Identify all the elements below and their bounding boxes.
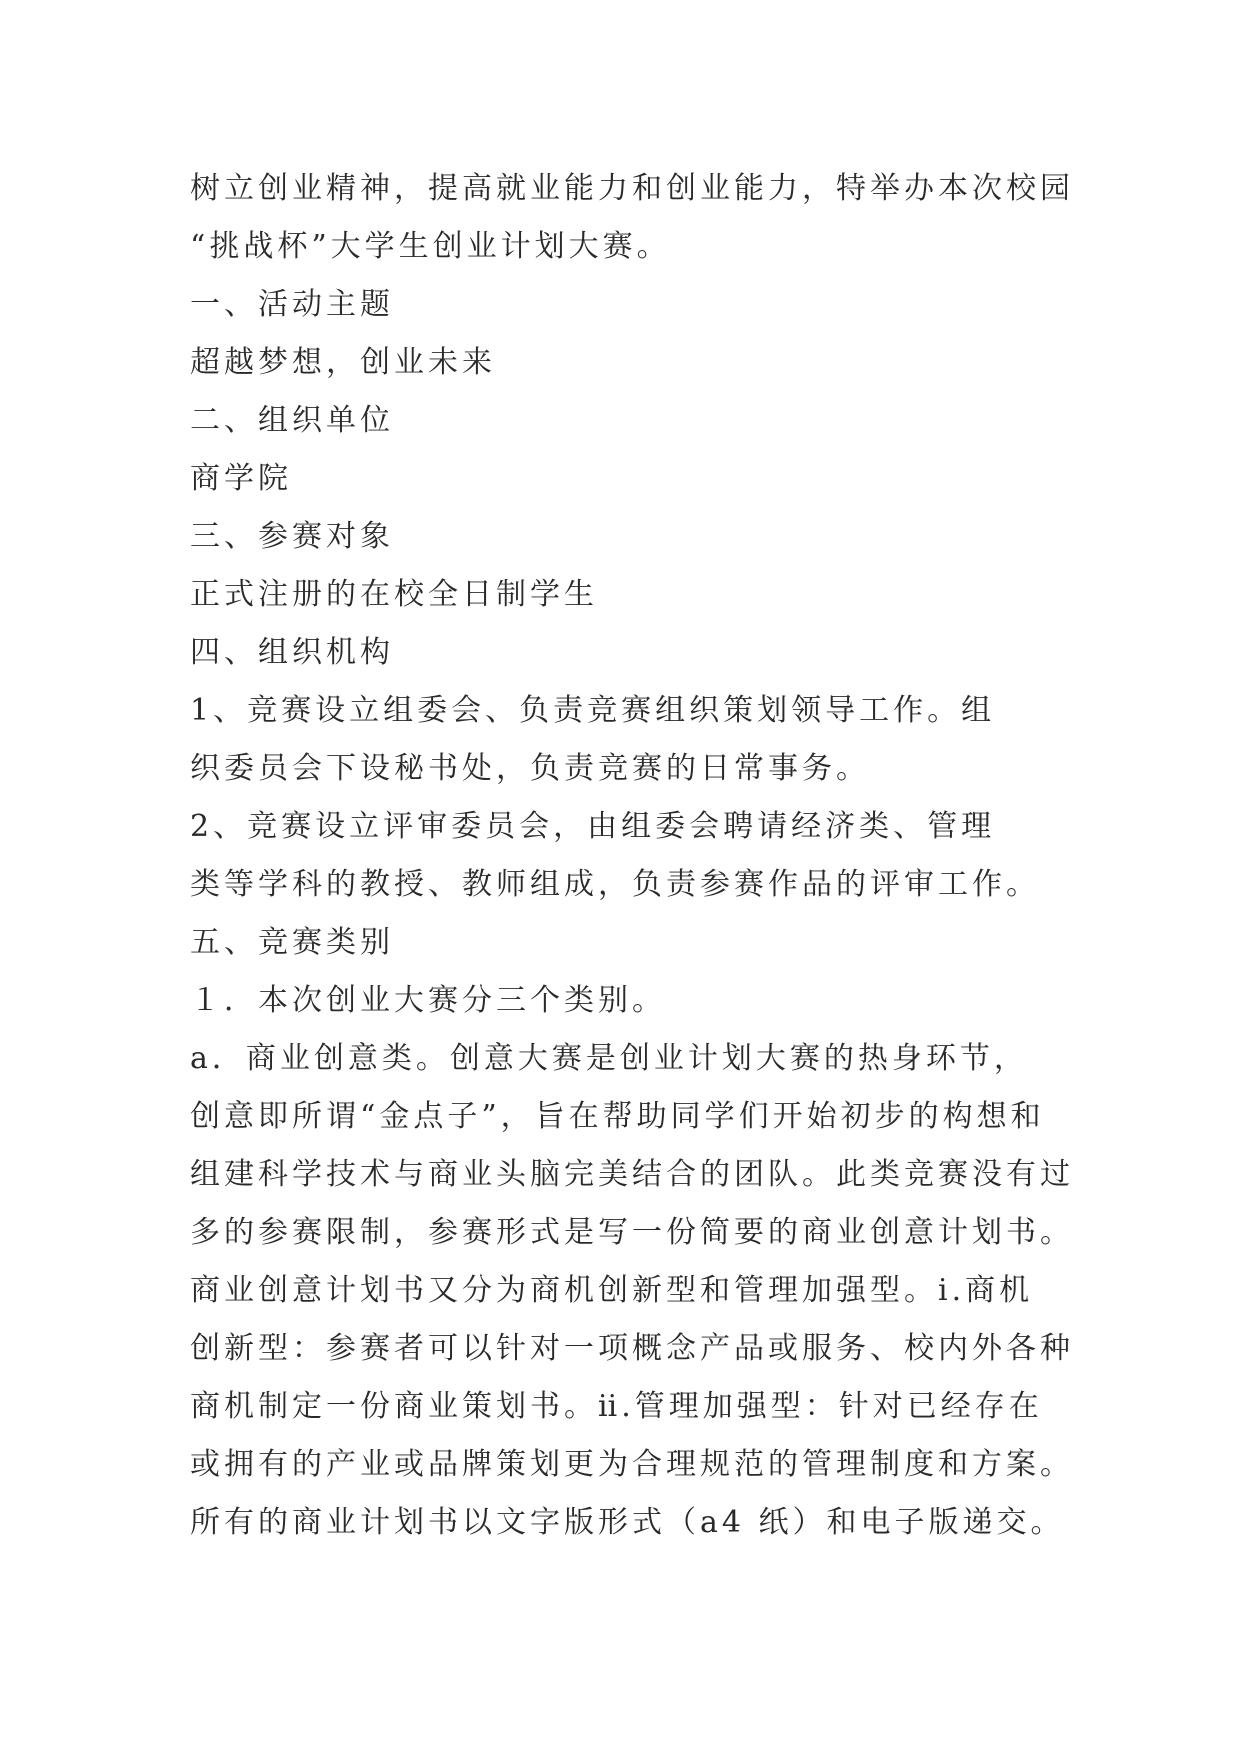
section-heading-theme: 一、活动主题 xyxy=(190,287,394,322)
paragraph-line: 组建科学技术与商业头脑完美结合的团队。此类竞赛没有过 xyxy=(190,1157,1074,1192)
paragraph-line: a．商业创意类。创意大赛是创业计划大赛的热身环节， xyxy=(190,1041,1028,1076)
paragraph-line: 类等学科的教授、教师组成，负责参赛作品的评审工作。 xyxy=(190,867,1040,902)
paragraph-line: 1、竞赛设立组委会、负责竞赛组织策划领导工作。组 xyxy=(190,693,996,728)
paragraph-line: 所有的商业计划书以文字版形式（a4 纸）和电子版递交。 xyxy=(190,1505,1065,1540)
section-heading-categories: 五、竞赛类别 xyxy=(190,925,394,960)
paragraph-line: 商业创意计划书又分为商机创新型和管理加强型。ⅰ.商机 xyxy=(190,1273,1034,1308)
paragraph-line: 创新型：参赛者可以针对一项概念产品或服务、校内外各种 xyxy=(190,1331,1074,1366)
paragraph-line: 2、竞赛设立评审委员会，由组委会聘请经济类、管理 xyxy=(190,809,996,844)
theme-text: 超越梦想，创业未来 xyxy=(190,345,496,380)
participants-text: 正式注册的在校全日制学生 xyxy=(190,577,598,612)
paragraph-line: 多的参赛限制，参赛形式是写一份简要的商业创意计划书。 xyxy=(190,1215,1074,1250)
section-heading-organizer: 二、组织单位 xyxy=(190,403,394,438)
paragraph-line: １．本次创业大赛分三个类别。 xyxy=(190,983,666,1018)
paragraph-line: “挑战杯”大学生创业计划大赛。 xyxy=(190,229,671,264)
paragraph-line: 树立创业精神，提高就业能力和创业能力，特举办本次校园 xyxy=(190,171,1074,206)
paragraph-line: 或拥有的产业或品牌策划更为合理规范的管理制度和方案。 xyxy=(190,1447,1074,1482)
paragraph-line: 织委员会下设秘书处，负责竞赛的日常事务。 xyxy=(190,751,870,786)
paragraph-line: 商机制定一份商业策划书。ⅱ.管理加强型：针对已经存在 xyxy=(190,1389,1043,1424)
section-heading-participants: 三、参赛对象 xyxy=(190,519,394,554)
document-body xyxy=(190,160,1074,1552)
paragraph-line: 创意即所谓“金点子”，旨在帮助同学们开始初步的构想和 xyxy=(190,1099,1045,1134)
section-heading-structure: 四、组织机构 xyxy=(190,635,394,670)
organizer-text: 商学院 xyxy=(190,461,292,496)
